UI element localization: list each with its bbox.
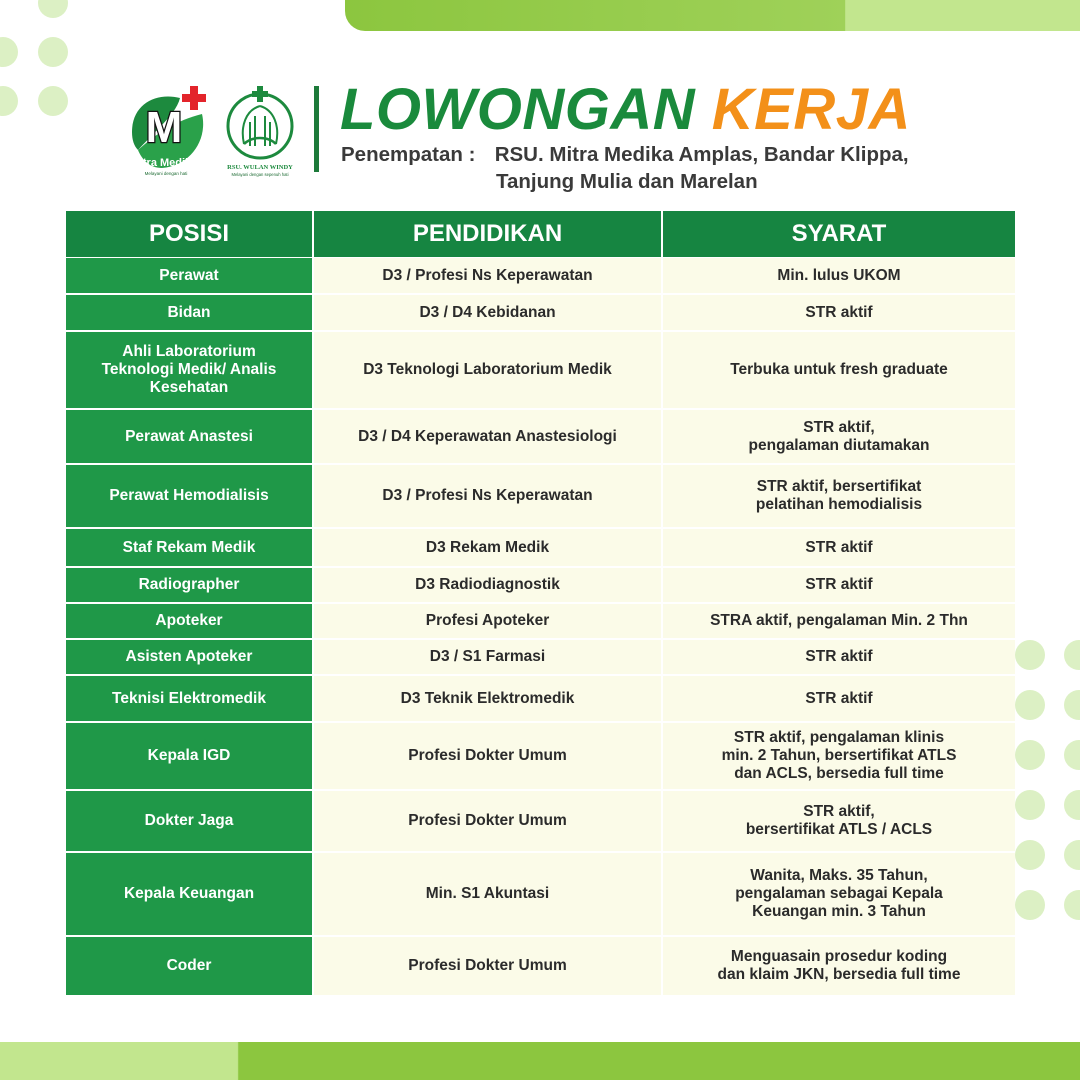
- cell-pendidikan: [314, 465, 661, 527]
- table-row: [66, 723, 1015, 789]
- cell-posisi: [66, 258, 312, 293]
- page-title: [340, 76, 911, 144]
- cell-pendidikan: [314, 791, 661, 851]
- bottom-decor-bar: [0, 1042, 1080, 1080]
- cell-syarat-text: STR aktif, pengalaman diutamakan: [748, 418, 930, 454]
- cell-posisi-text: Teknisi Elektromedik: [112, 689, 266, 707]
- cell-posisi: [66, 410, 312, 463]
- mitra-medika-mark: M: [145, 103, 183, 152]
- cell-pendidikan: [314, 723, 661, 789]
- cell-pendidikan: [314, 258, 661, 293]
- cell-posisi: [66, 723, 312, 789]
- cell-syarat: [663, 332, 1015, 408]
- cell-posisi: [66, 791, 312, 851]
- cell-syarat-text: STR aktif, pengalaman klinis min. 2 Tahun, bersertifikat ATLS dan ACLS, bersedia full time: [721, 729, 957, 782]
- cell-pendidikan: [314, 937, 661, 995]
- cell-syarat-text: Wanita, Maks. 35 Tahun, pengalaman sebagai Kepala Keuangan min. 3 Tahun: [735, 867, 943, 920]
- cell-pendidikan-text: D3 / D4 Kebidanan: [419, 303, 556, 321]
- cell-posisi: [66, 604, 312, 638]
- cell-posisi-text: Ahli Laboratorium Teknologi Medik/ Analis Kesehatan: [101, 343, 277, 396]
- cell-pendidikan-text: D3 / Profesi Ns Keperawatan: [382, 266, 593, 284]
- table-row: [66, 332, 1015, 408]
- cell-posisi: [66, 853, 312, 935]
- cell-syarat-text: Min. lulus UKOM: [777, 266, 901, 284]
- cell-syarat-text: STR aktif: [805, 303, 873, 321]
- cell-syarat-text: Terbuka untuk fresh graduate: [730, 361, 948, 378]
- cell-syarat-text: STR aktif: [805, 538, 873, 556]
- table-row: [66, 568, 1015, 602]
- table-row: [66, 258, 1015, 293]
- cell-syarat: [663, 791, 1015, 851]
- cell-posisi: [66, 465, 312, 527]
- cell-posisi-text: Radiographer: [138, 576, 240, 593]
- table-row: [66, 937, 1015, 995]
- cell-pendidikan: [314, 604, 661, 638]
- header-syarat: SYARAT: [663, 211, 1015, 257]
- table-row: [66, 604, 1015, 638]
- wulan-windy-logo: [222, 86, 298, 178]
- table-body: [66, 258, 1015, 995]
- top-decor-bar: [345, 0, 1080, 31]
- cell-syarat: [663, 568, 1015, 602]
- cell-posisi-text: Dokter Jaga: [144, 812, 234, 829]
- cell-pendidikan: [314, 640, 661, 674]
- placement-info: [341, 141, 909, 195]
- cell-pendidikan-text: Profesi Dokter Umum: [408, 812, 567, 829]
- cell-posisi: [66, 568, 312, 602]
- cell-syarat: [663, 604, 1015, 638]
- cell-pendidikan: [314, 410, 661, 463]
- cell-pendidikan-text: D3 / Profesi Ns Keperawatan: [382, 487, 593, 504]
- cell-pendidikan-text: Profesi Apoteker: [425, 612, 550, 629]
- cell-syarat-text: STR aktif: [805, 576, 873, 593]
- table-row: [66, 295, 1015, 330]
- cell-syarat: [663, 465, 1015, 527]
- mitra-medika-tagline: Melayani dengan hati: [144, 171, 188, 176]
- cell-syarat-text: Menguasain prosedur koding dan klaim JKN, bersedia full time: [717, 948, 961, 983]
- cell-syarat: [663, 853, 1015, 935]
- table-row: [66, 529, 1015, 566]
- cell-posisi-text: Kepala Keuangan: [123, 885, 255, 902]
- placement-label: Penempatan :: [341, 143, 476, 166]
- cell-posisi-text: Asisten Apoteker: [125, 648, 253, 665]
- cell-pendidikan-text: D3 Radiodiagnostik: [415, 576, 560, 593]
- title-part-1: LOWONGAN: [340, 77, 696, 142]
- table-row: [66, 410, 1015, 463]
- cell-syarat-text: STR aktif: [805, 648, 873, 665]
- cell-pendidikan: [314, 295, 661, 330]
- cell-posisi-text: Kepala IGD: [147, 747, 231, 764]
- cell-syarat: [663, 640, 1015, 674]
- table-header: [66, 211, 1015, 257]
- cell-pendidikan: [314, 568, 661, 602]
- cell-posisi-text: Perawat Hemodialisis: [109, 487, 269, 504]
- cell-posisi: [66, 640, 312, 674]
- cell-syarat: [663, 529, 1015, 566]
- cell-pendidikan: [314, 676, 661, 721]
- placement-line-2: Tanjung Mulia dan Marelan: [496, 170, 758, 193]
- cell-posisi-text: Perawat Anastesi: [125, 427, 253, 445]
- cell-pendidikan-text: Min. S1 Akuntasi: [425, 885, 550, 902]
- cell-syarat: [663, 295, 1015, 330]
- cell-posisi: [66, 676, 312, 721]
- cell-posisi-text: Perawat: [159, 266, 219, 284]
- cell-pendidikan-text: D3 Teknik Elektromedik: [400, 689, 575, 707]
- mitra-medika-logo: [128, 84, 214, 180]
- cell-pendidikan-text: Profesi Dokter Umum: [408, 957, 567, 974]
- cell-syarat-text: STR aktif: [805, 689, 873, 707]
- placement-line-1: RSU. Mitra Medika Amplas, Bandar Klippa,: [494, 143, 909, 166]
- cell-pendidikan-text: Profesi Dokter Umum: [408, 747, 567, 764]
- header-pendidikan: PENDIDIKAN: [314, 211, 661, 257]
- cell-syarat: [663, 723, 1015, 789]
- job-table: [66, 211, 1015, 997]
- table-row: [66, 640, 1015, 674]
- cell-posisi: [66, 295, 312, 330]
- cell-syarat-text: STR aktif, bersertifikat pelatihan hemodialisis: [755, 478, 923, 513]
- table-row: [66, 465, 1015, 527]
- cell-posisi-text: Bidan: [167, 303, 211, 321]
- title-part-2: KERJA: [711, 77, 911, 142]
- cell-pendidikan-text: D3 / D4 Keperawatan Anastesiologi: [358, 427, 617, 445]
- cell-pendidikan: [314, 853, 661, 935]
- table-row: [66, 853, 1015, 935]
- cell-pendidikan-text: D3 Teknologi Laboratorium Medik: [363, 361, 612, 378]
- cell-pendidikan: [314, 529, 661, 566]
- cell-syarat: [663, 676, 1015, 721]
- cell-posisi-text: Coder: [166, 957, 212, 974]
- header-divider: [314, 86, 319, 172]
- wulan-windy-name: RSU. WULAN WINDY: [227, 164, 293, 171]
- cell-posisi: [66, 529, 312, 566]
- cell-posisi: [66, 937, 312, 995]
- cell-pendidikan: [314, 332, 661, 408]
- table-row: [66, 791, 1015, 851]
- cell-syarat-text: STR aktif, bersertifikat ATLS / ACLS: [745, 803, 933, 838]
- cell-syarat: [663, 258, 1015, 293]
- header-posisi: POSISI: [66, 211, 312, 257]
- cell-syarat: [663, 410, 1015, 463]
- table-row: [66, 676, 1015, 721]
- cell-posisi-text: Staf Rekam Medik: [122, 538, 256, 556]
- mitra-medika-name: Mitra Medika: [130, 157, 198, 169]
- wulan-windy-tagline: Melayani dengan sepenuh hati: [231, 172, 289, 177]
- cell-pendidikan-text: D3 Rekam Medik: [425, 538, 550, 556]
- cell-posisi-text: Apoteker: [155, 612, 223, 629]
- cell-pendidikan-text: D3 / S1 Farmasi: [429, 648, 546, 665]
- cell-syarat: [663, 937, 1015, 995]
- cell-syarat-text: STRA aktif, pengalaman Min. 2 Thn: [710, 612, 968, 629]
- cell-posisi: [66, 332, 312, 408]
